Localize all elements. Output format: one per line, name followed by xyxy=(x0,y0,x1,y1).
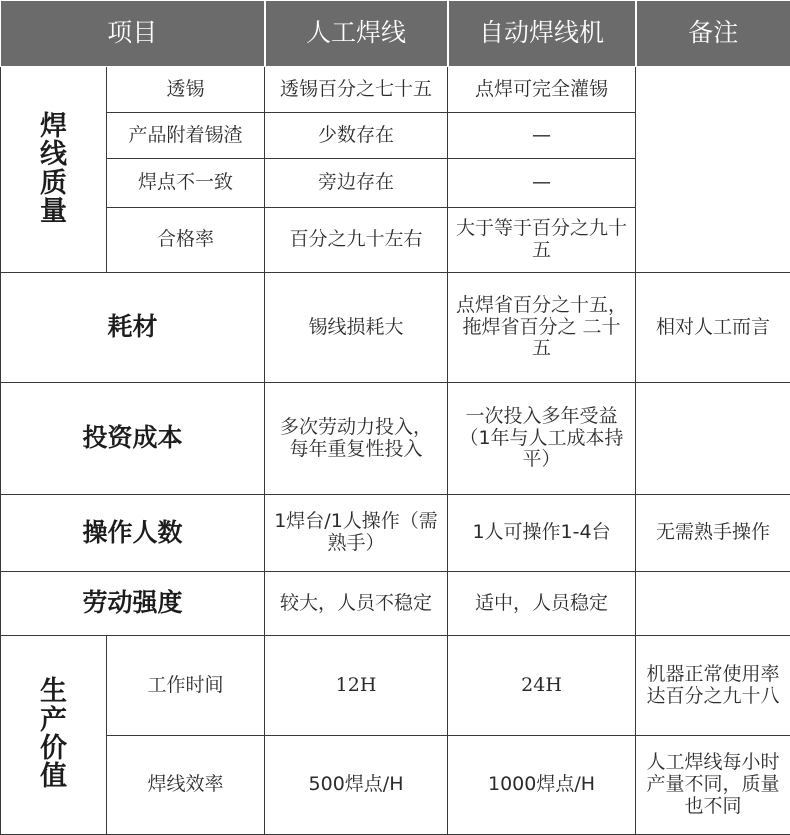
group-label-quality xyxy=(1,67,107,273)
row-label-investment: 投资成本 xyxy=(1,383,265,495)
group-label-char: 值 xyxy=(1,763,106,791)
note-cell xyxy=(636,572,790,636)
note-cell: 机器正常使用率达百分之九十八 xyxy=(636,636,790,736)
item-cell: 透锡 xyxy=(107,67,265,113)
auto-cell: — xyxy=(448,159,636,208)
table-row xyxy=(1,495,790,572)
note-cell: 人工焊线每小时产量不同，质量也不同 xyxy=(636,736,790,835)
auto-cell: 1000焊点/H xyxy=(448,736,636,835)
manual-cell: 旁边存在 xyxy=(265,159,448,208)
note-cell: 无需熟手操作 xyxy=(636,495,790,572)
note-cell-quality xyxy=(636,67,790,273)
table-row xyxy=(1,383,790,495)
auto-cell: 点焊省百分之十五，拖焊省百分之 二十五 xyxy=(448,273,636,383)
auto-cell: 1人可操作1-4台 xyxy=(448,495,636,572)
row-label-operators: 操作人数 xyxy=(1,495,265,572)
header-row xyxy=(1,1,790,67)
header-note: 备注 xyxy=(636,1,790,67)
group-label-char: 线 xyxy=(1,141,106,169)
group-label-char: 焊 xyxy=(1,113,106,141)
table-row xyxy=(1,636,790,736)
auto-cell: 一次投入多年受益（1年与人工成本持平） xyxy=(448,383,636,495)
row-label-intensity: 劳动强度 xyxy=(1,572,265,636)
table-row xyxy=(1,572,790,636)
header-manual: 人工焊线 xyxy=(265,1,448,67)
manual-cell: 透锡百分之七十五 xyxy=(265,67,448,113)
table-row xyxy=(1,67,790,113)
note-cell xyxy=(636,383,790,495)
table-row xyxy=(1,273,790,383)
header-item: 项目 xyxy=(1,1,265,67)
manual-cell: 1焊台/1人操作（需熟手） xyxy=(265,495,448,572)
row-label-consumables: 耗材 xyxy=(1,273,265,383)
auto-cell: 24H xyxy=(448,636,636,736)
note-cell: 相对人工而言 xyxy=(636,273,790,383)
group-label-char: 量 xyxy=(1,198,106,226)
manual-cell: 较大，人员不稳定 xyxy=(265,572,448,636)
item-cell: 工作时间 xyxy=(107,636,265,736)
manual-cell: 锡线损耗大 xyxy=(265,273,448,383)
group-label-char: 价 xyxy=(1,735,106,763)
item-cell: 产品附着锡渣 xyxy=(107,113,265,159)
group-label-production xyxy=(1,636,107,835)
manual-cell: 多次劳动力投入，每年重复性投入 xyxy=(265,383,448,495)
group-label-char: 生 xyxy=(1,678,106,706)
auto-cell: 点焊可完全灌锡 xyxy=(448,67,636,113)
table-row xyxy=(1,736,790,835)
manual-cell: 少数存在 xyxy=(265,113,448,159)
manual-cell: 百分之九十左右 xyxy=(265,208,448,273)
group-label-char: 产 xyxy=(1,707,106,735)
manual-cell: 500焊点/H xyxy=(265,736,448,835)
item-cell: 焊线效率 xyxy=(107,736,265,835)
item-cell: 焊点不一致 xyxy=(107,159,265,208)
group-label-char: 质 xyxy=(1,170,106,198)
manual-cell: 12H xyxy=(265,636,448,736)
item-cell: 合格率 xyxy=(107,208,265,273)
auto-cell: 大于等于百分之九十五 xyxy=(448,208,636,273)
auto-cell: 适中，人员稳定 xyxy=(448,572,636,636)
auto-cell: — xyxy=(448,113,636,159)
header-auto: 自动焊线机 xyxy=(448,1,636,67)
